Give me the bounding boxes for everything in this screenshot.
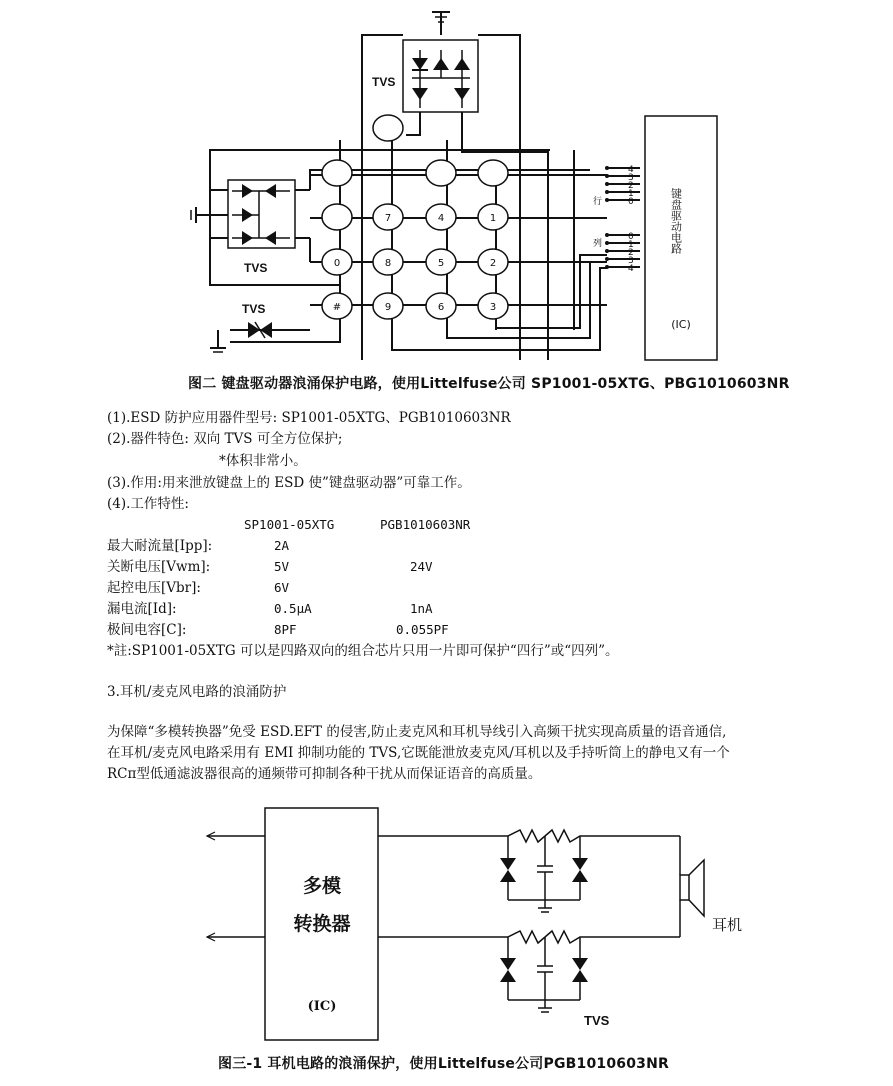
row-pin-4: 4	[628, 165, 634, 175]
tvs-chip-top	[403, 40, 478, 112]
table-row-a: 5V	[274, 559, 290, 574]
row-label: 行	[593, 197, 603, 207]
section3-heading: 3.耳机/麦克风电路的浪涌防护	[107, 684, 287, 700]
row-pin-0: 0	[628, 197, 634, 207]
table-row-name: 关断电压[Vwm]:	[107, 559, 211, 575]
col-pin-2: 2	[628, 248, 634, 258]
table-row-b: 1nA	[410, 601, 433, 616]
table-row-b: 24V	[410, 559, 433, 574]
converter-box-line1: 多模	[302, 875, 342, 897]
table-row-name: 漏电流[Id]:	[107, 601, 177, 617]
key-9: 9	[384, 302, 392, 313]
spec-features-line: (2).器件特色: 双向 TVS 可全方位保护;	[107, 431, 343, 447]
col-pin-0: 0	[628, 232, 634, 242]
spec-note: *註:SP1001-05XTG 可以是四路双向的组合芯片只用一片即可保护“四行”或“四列”。	[107, 643, 619, 659]
row-pin-3: 3	[628, 173, 634, 183]
key-hash: #	[332, 302, 342, 313]
tvs-label-earphone: TVS	[584, 1013, 610, 1028]
table-row-a: 6V	[274, 580, 290, 595]
key-8: 8	[384, 258, 392, 269]
col-label: 列	[593, 239, 603, 249]
keyboard-driver-ic-text: 键盘驱动电路	[669, 188, 683, 254]
tvs-label-bottom: TVS	[242, 302, 266, 316]
section3-paragraph-line3: RCπ型低通滤波器很高的通频带可抑制各种干扰从而保证语音的高质量。	[107, 766, 542, 782]
table-row-a: 0.5μA	[274, 601, 312, 616]
earphone-label: 耳机	[712, 916, 743, 934]
key-6: 6	[437, 302, 445, 313]
col-pin-4: 4	[628, 264, 634, 274]
key-1: 1	[489, 213, 497, 224]
spec-features-line2: *体积非常小。	[219, 453, 307, 469]
key-2: 2	[489, 258, 497, 269]
keyboard-driver-ic-label: (IC)	[671, 318, 691, 331]
table-row-name: 起控电压[Vbr]:	[107, 580, 201, 596]
table-row-name: 最大耐流量[Ipp]:	[107, 538, 213, 554]
figure2-caption: 图二 键盘驱动器浪涌保护电路，使用Littelfuse公司 SP1001-05XTG、PBG1010603NR	[188, 376, 790, 392]
tvs-label-left: TVS	[244, 261, 268, 275]
row-pin-2: 2	[628, 181, 634, 191]
col-pin-1: 1	[628, 240, 634, 250]
converter-box-line2: 转换器	[293, 913, 351, 935]
section3-paragraph-line2: 在耳机/麦克风电路采用有 EMI 抑制功能的 TVS,它既能泄放麦克风/耳机以及手持听筒上的静电又有一个	[107, 745, 730, 761]
converter-box-ic: (IC)	[307, 999, 337, 1014]
spec-purpose-line: (3).作用:用来泄放键盘上的 ESD 使”键盘驱动器”可靠工作。	[107, 475, 471, 491]
section3-paragraph-line1: 为保障“多模转换器”免受 ESD.EFT 的侵害,防止麦克风和耳机导线引入高频干扰实现高质量的语音通信,	[107, 724, 727, 740]
spec-characteristics-line: (4).工作特性:	[107, 496, 189, 512]
key-0: 0	[333, 258, 341, 269]
table-header-sp1001: SP1001-05XTG	[244, 517, 335, 532]
table-header-pgb1010603: PGB1010603NR	[380, 517, 471, 532]
tvs-diode-bottom	[248, 322, 272, 338]
tvs-label-top: TVS	[372, 75, 396, 89]
figure31-earphone-circuit	[207, 808, 704, 1040]
table-row-name: 极间电容[C]:	[107, 622, 187, 638]
col-pin-3: 3	[628, 256, 634, 266]
tvs-chip-left	[228, 180, 295, 248]
key-3: 3	[489, 302, 497, 313]
table-row-b: 0.055PF	[396, 622, 449, 637]
figure31-caption: 图三-1 耳机电路的浪涌保护，使用Littelfuse公司PGB1010603NR	[218, 1056, 670, 1072]
table-row-a: 8PF	[274, 622, 297, 637]
key-5: 5	[437, 258, 445, 269]
key-7: 7	[384, 213, 392, 224]
spec-model-line: (1).ESD 防护应用器件型号: SP1001-05XTG、PGB1010603NR	[107, 410, 511, 426]
table-row-a: 2A	[274, 538, 290, 553]
key-4: 4	[437, 213, 445, 224]
row-pin-1: 1	[628, 189, 634, 199]
